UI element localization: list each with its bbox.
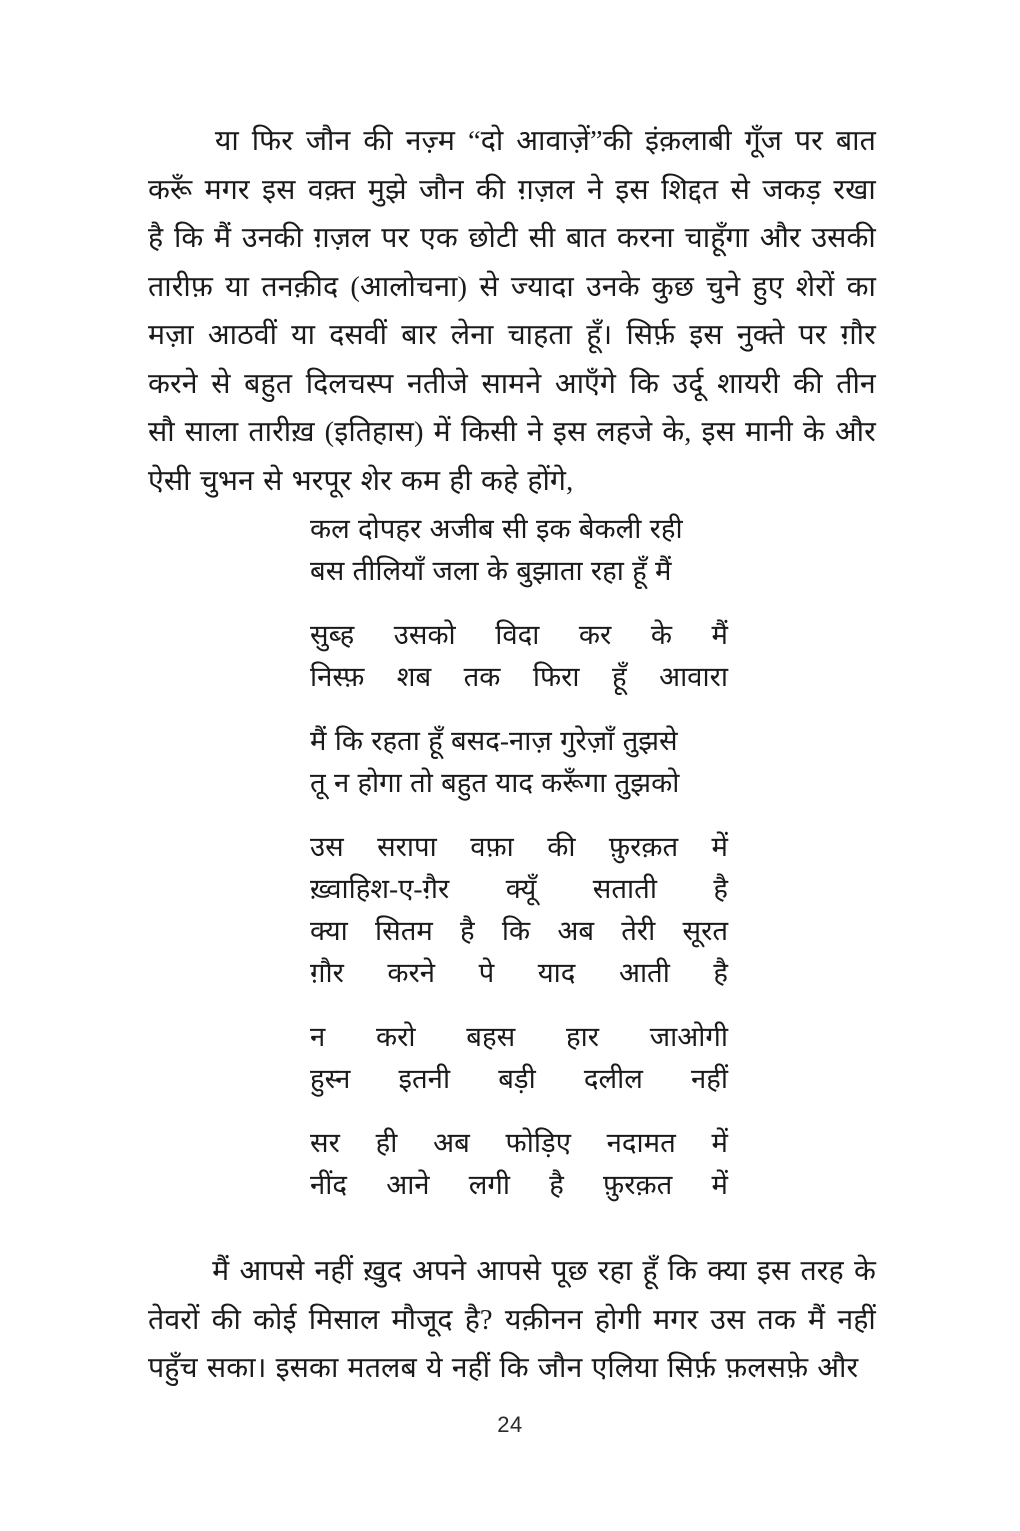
word: न xyxy=(333,767,350,798)
word: बस xyxy=(310,555,345,586)
word: रहता xyxy=(371,725,420,756)
word: मगर xyxy=(653,1304,699,1336)
word: फ़ुरक़त xyxy=(608,831,679,862)
word: चाहता xyxy=(507,320,573,351)
paragraph-closing-body xyxy=(148,1248,876,1394)
word: बहस xyxy=(466,1021,516,1052)
paragraph-line xyxy=(148,312,876,361)
word: नहीं xyxy=(314,1256,354,1287)
word: दोपहर xyxy=(358,513,422,544)
word: लहजे xyxy=(596,417,653,448)
sher-line xyxy=(310,720,728,762)
word: सर xyxy=(310,1127,340,1158)
word: विदा xyxy=(495,619,540,650)
word: आती xyxy=(618,957,670,988)
word: हूँ xyxy=(428,725,443,756)
stanza xyxy=(310,508,728,592)
word: मुझे xyxy=(367,174,407,206)
word: इस xyxy=(701,417,735,448)
word: इस xyxy=(689,320,723,351)
word: जकड़ xyxy=(762,174,821,206)
word: तक xyxy=(757,1304,796,1336)
word: ग़ज़ल xyxy=(313,223,371,254)
word: फ़ुरक़त xyxy=(603,1169,673,1200)
paragraph-indent xyxy=(148,118,202,167)
word: बात xyxy=(566,223,607,254)
word: तक xyxy=(463,661,501,692)
paragraph-line xyxy=(148,215,876,264)
word: जौन xyxy=(537,1353,583,1384)
word: उनकी xyxy=(241,223,303,254)
word: फिर xyxy=(251,126,294,157)
word: याद xyxy=(537,957,576,988)
word: कुछ xyxy=(651,271,694,303)
word: आपसे xyxy=(239,1256,305,1287)
word: कम xyxy=(400,465,441,497)
word: रही xyxy=(649,513,683,544)
word: आवारा xyxy=(659,661,728,692)
word: है xyxy=(713,957,728,988)
word: मज़ा xyxy=(148,320,194,351)
word: फ़लसफ़े xyxy=(725,1353,809,1384)
stanza xyxy=(310,720,728,804)
word: फोड़िए xyxy=(505,1127,571,1158)
word: इतनी xyxy=(398,1063,451,1094)
word: होंगे, xyxy=(527,465,574,497)
word: के xyxy=(650,619,672,650)
word: इस xyxy=(756,1256,791,1287)
poetry-block xyxy=(310,508,728,1206)
word: इसका xyxy=(275,1353,339,1384)
word: अपने xyxy=(412,1256,467,1287)
page-number: 24 xyxy=(497,1412,523,1437)
word: इंक़लाबी xyxy=(645,126,732,157)
word: हार xyxy=(565,1021,599,1052)
word: हूँ xyxy=(632,555,647,586)
word: इस xyxy=(615,174,649,206)
paragraph-closing xyxy=(148,1248,876,1394)
word: है xyxy=(713,873,728,904)
word: सका। xyxy=(206,1353,267,1384)
word: रहा xyxy=(590,555,624,586)
word: चुभन xyxy=(199,465,254,497)
word: में xyxy=(711,1169,728,1200)
word: बहुत xyxy=(441,767,488,798)
word: एक xyxy=(419,223,458,254)
word: मैं xyxy=(212,1256,230,1287)
word: क्या xyxy=(310,915,348,946)
sher-line xyxy=(310,656,728,698)
word: दसवीं xyxy=(329,320,388,351)
word: (इतिहास) xyxy=(324,417,424,448)
word: यक़ीनन xyxy=(504,1304,583,1336)
word: करना xyxy=(616,223,674,254)
word: पहुँच xyxy=(148,1353,198,1384)
word: के, xyxy=(662,417,692,448)
paragraph-indent xyxy=(148,1248,202,1297)
word: शेर xyxy=(360,465,392,497)
word: कि xyxy=(499,1353,529,1384)
word: नहीं xyxy=(837,1304,876,1336)
word: कि xyxy=(173,223,204,254)
word: से xyxy=(730,174,750,206)
word: से xyxy=(211,368,231,400)
paragraph-line xyxy=(148,167,876,216)
word: सताती xyxy=(592,873,657,904)
word: ही xyxy=(449,465,472,497)
word: सी xyxy=(528,223,556,254)
word: साला xyxy=(184,417,239,448)
word: करूँ xyxy=(148,174,193,206)
stanza xyxy=(310,1122,728,1206)
word: शायरी xyxy=(717,368,780,400)
word: मैं xyxy=(310,725,327,756)
word: ख़्वाहिश-ए-ग़ैर xyxy=(310,873,450,904)
word: में xyxy=(711,1127,728,1158)
word: तुझको xyxy=(614,767,680,798)
word: कर xyxy=(578,619,612,650)
paragraph-line xyxy=(148,1248,876,1297)
word: दिलचस्प xyxy=(305,368,394,400)
word: आने xyxy=(386,1169,430,1200)
word: कि xyxy=(501,915,531,946)
word: सरापा xyxy=(377,831,437,862)
word: मैं xyxy=(711,619,728,650)
word: उसको xyxy=(393,619,456,650)
word: होगी xyxy=(594,1304,641,1336)
word: बार xyxy=(401,320,437,351)
word: “दो xyxy=(467,126,504,157)
word: फिरा xyxy=(532,661,580,692)
word: में xyxy=(711,831,728,862)
word: नज़्म xyxy=(405,126,456,157)
word: पे xyxy=(478,957,495,988)
word: कहे xyxy=(480,465,519,497)
word: मैं xyxy=(808,1304,826,1336)
word: बहुत xyxy=(244,368,293,400)
sher-line xyxy=(310,1016,728,1058)
paragraph-line xyxy=(148,264,876,313)
word: हुए xyxy=(752,271,784,303)
word: कि xyxy=(667,1256,698,1287)
sher-line xyxy=(310,1122,728,1164)
word: कि xyxy=(334,725,363,756)
stanza xyxy=(310,826,728,994)
word: बेकली xyxy=(578,513,642,544)
word: इस xyxy=(552,417,587,448)
word: की xyxy=(793,368,823,400)
word: हुस्न xyxy=(310,1063,351,1094)
word: में xyxy=(433,417,451,448)
word: ने xyxy=(526,417,543,448)
word: पर xyxy=(794,126,823,157)
word: सूरत xyxy=(682,915,728,946)
word: नुक्ते xyxy=(736,320,785,351)
sher-line xyxy=(310,1164,728,1206)
word: अब xyxy=(433,1127,470,1158)
word: तनक़ीद xyxy=(261,271,339,303)
word: तारीफ़ xyxy=(148,271,213,303)
word: से xyxy=(479,271,499,303)
word: पर xyxy=(381,223,410,254)
word: शब xyxy=(396,661,432,692)
word: तुझसे xyxy=(622,725,678,756)
word: चुने xyxy=(706,271,741,303)
word: हूँ xyxy=(642,1256,658,1287)
word: मतलब xyxy=(347,1353,417,1384)
word: अजीब xyxy=(429,513,494,544)
word: सिर्फ़ xyxy=(667,1353,717,1384)
word: तारीख़ xyxy=(248,417,315,448)
word: जला xyxy=(432,555,479,586)
word: करने xyxy=(148,368,198,400)
word: उस xyxy=(710,1304,746,1336)
word: के xyxy=(853,1256,876,1287)
word: मगर xyxy=(204,174,250,206)
word: या xyxy=(291,320,316,351)
word: नतीजे xyxy=(406,368,468,400)
word: बात xyxy=(835,126,876,157)
word: उस xyxy=(310,831,344,862)
word: वक़्त xyxy=(307,174,356,206)
word: ज्यादा xyxy=(510,271,574,303)
word: कोई xyxy=(253,1304,297,1336)
paragraph-line xyxy=(148,361,876,410)
paragraph-line xyxy=(148,409,876,458)
word: और xyxy=(834,417,876,448)
word: शेरों xyxy=(795,271,835,303)
word: करो xyxy=(376,1021,416,1052)
word: सुब्ह xyxy=(310,619,355,650)
word: ग़ौर xyxy=(840,320,876,351)
word: सामने xyxy=(481,368,542,400)
word: तू xyxy=(310,767,326,798)
word: की xyxy=(476,174,506,206)
word: इस xyxy=(262,174,296,206)
word: चाहूँगा xyxy=(684,223,749,254)
word: है xyxy=(460,915,475,946)
word: ग़ज़ल xyxy=(517,174,575,206)
word: शिद्दत xyxy=(661,174,719,206)
word: नदामत xyxy=(606,1127,676,1158)
word: बड़ी xyxy=(498,1063,536,1094)
word: कि xyxy=(629,368,659,400)
word: की xyxy=(363,126,393,157)
word: तरह xyxy=(800,1256,844,1287)
paragraph-opening xyxy=(148,118,876,506)
word: अब xyxy=(557,915,595,946)
word: के xyxy=(802,417,825,448)
word: एलिया xyxy=(591,1353,659,1384)
word: होगा xyxy=(357,767,402,798)
word: गुरेज़ाँ xyxy=(560,725,615,756)
word: इक xyxy=(535,513,571,544)
paragraph-line xyxy=(148,118,876,167)
word: बसद-नाज़ xyxy=(450,725,552,756)
word: किसी xyxy=(460,417,517,448)
sher-line xyxy=(310,550,728,592)
word: मौजूद xyxy=(391,1304,453,1336)
word: की xyxy=(547,831,576,862)
word: मैं xyxy=(655,555,672,586)
paragraph-line xyxy=(148,458,876,507)
word: क्यूँ xyxy=(505,873,537,904)
word: ग़ौर xyxy=(310,957,344,988)
paragraph-line xyxy=(148,1297,876,1346)
word: भरपूर xyxy=(291,465,352,497)
word: के xyxy=(486,555,508,586)
sher-line xyxy=(310,910,728,952)
sher-line xyxy=(310,508,728,550)
word: लेना xyxy=(450,320,494,351)
sher-line xyxy=(310,1058,728,1100)
word: उनके xyxy=(586,271,640,303)
word: आपसे xyxy=(476,1256,542,1287)
stanza xyxy=(310,614,728,698)
word: पूछ xyxy=(551,1256,588,1287)
word: जाओगी xyxy=(649,1021,728,1052)
word: है xyxy=(549,1169,564,1200)
word: दलील xyxy=(583,1063,643,1094)
word: नहीं xyxy=(451,1353,491,1384)
word: सी xyxy=(501,513,528,544)
word: है? xyxy=(464,1304,493,1336)
word: उर्दू xyxy=(672,368,704,400)
word: ने xyxy=(586,174,603,206)
word: नींद xyxy=(310,1169,347,1200)
word: की xyxy=(211,1304,241,1336)
word: हूँ। xyxy=(586,320,613,351)
sher-line xyxy=(310,868,728,910)
word: रखा xyxy=(833,174,876,206)
word: करने xyxy=(387,957,436,988)
word: गूँज xyxy=(744,126,782,157)
word: वफ़ा xyxy=(470,831,514,862)
word: तो xyxy=(410,767,433,798)
word: जौन xyxy=(419,174,464,206)
word: आएँगे xyxy=(554,368,617,400)
word: तेरी xyxy=(621,915,656,946)
word: सितम xyxy=(375,915,433,946)
word: नहीं xyxy=(691,1063,728,1094)
word: और xyxy=(817,1353,859,1384)
stanza xyxy=(310,1016,728,1100)
sher-line xyxy=(310,826,728,868)
word: तीन xyxy=(836,368,876,400)
word: उसकी xyxy=(811,223,876,254)
word: लगी xyxy=(468,1169,511,1200)
paragraph-opening-body xyxy=(148,118,876,506)
word: है xyxy=(148,223,164,254)
word: याद xyxy=(495,767,534,798)
word: (आलोचना) xyxy=(350,271,468,303)
word: से xyxy=(263,465,283,497)
word: और xyxy=(759,223,801,254)
word: तेवरों xyxy=(148,1304,200,1336)
word: करूँगा xyxy=(541,767,607,798)
word: कल xyxy=(310,513,350,544)
sher-line xyxy=(310,762,728,804)
word: न xyxy=(310,1021,326,1052)
word: क्या xyxy=(707,1256,747,1287)
word: या xyxy=(225,271,250,303)
word: हूँ xyxy=(612,661,627,692)
word: ये xyxy=(425,1353,443,1384)
sher-line xyxy=(310,614,728,656)
word: सौ xyxy=(148,417,175,448)
word: आवाज़ें”की xyxy=(516,126,633,157)
word: सिर्फ़ xyxy=(626,320,676,351)
word: मैं xyxy=(214,223,232,254)
word: आठवीं xyxy=(207,320,278,351)
word: या xyxy=(214,126,239,157)
word: पर xyxy=(798,320,827,351)
word: ख़ुद xyxy=(363,1256,402,1287)
word: छोटी xyxy=(468,223,518,254)
word: का xyxy=(846,271,876,303)
word: मिसाल xyxy=(308,1304,380,1336)
word: तीलियाँ xyxy=(352,555,425,586)
word: रहा xyxy=(597,1256,633,1287)
word: ही xyxy=(375,1127,398,1158)
paragraph-line xyxy=(148,1345,876,1394)
sher-line xyxy=(310,952,728,994)
word: ऐसी xyxy=(148,465,191,497)
word: मानी xyxy=(745,417,793,448)
word: बुझाता xyxy=(516,555,583,586)
word: जौन xyxy=(305,126,351,157)
word: निस्फ़ xyxy=(310,661,365,692)
